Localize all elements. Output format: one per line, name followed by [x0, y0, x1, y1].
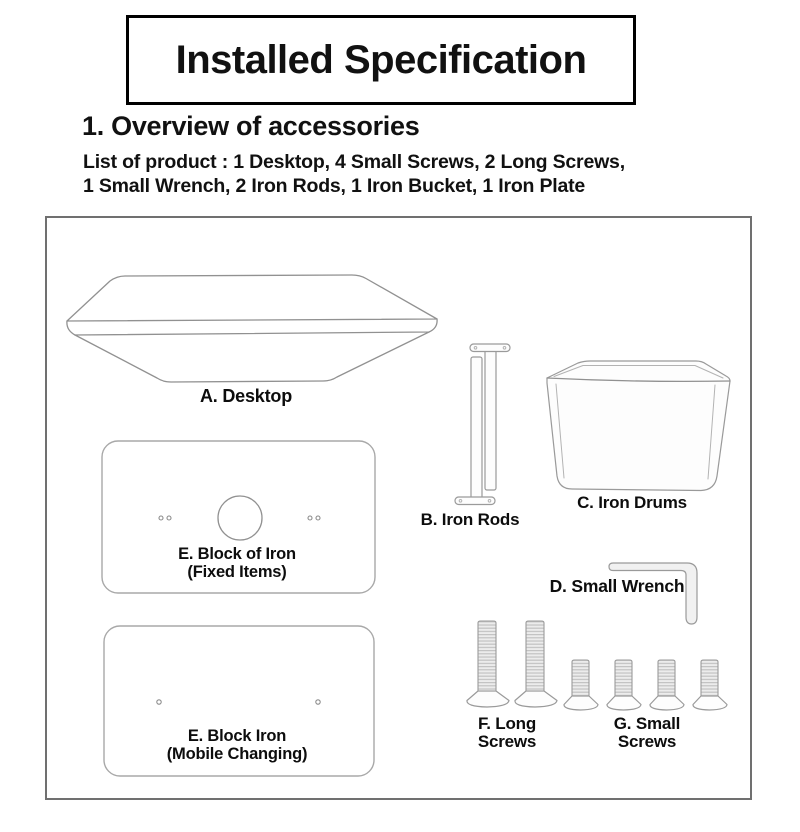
label-block-mobile-line-2: (Mobile Changing) [166, 744, 308, 763]
small-screw-drawing [607, 660, 641, 710]
label-desktop: A. Desktop [199, 386, 293, 406]
desktop-drawing [67, 275, 437, 382]
label-iron-drums: C. Iron Drums [577, 493, 687, 512]
long-screw-drawing [467, 621, 509, 707]
label-block-fixed-line-2: (Fixed Items) [187, 562, 287, 581]
label-block-mobile [137, 728, 337, 763]
page-title: Installed Specification [175, 37, 587, 82]
long-screw-drawing [515, 621, 557, 707]
label-long-screws-line-2: Screws [477, 731, 537, 751]
small-screw-drawing [650, 660, 684, 710]
label-small-wrench: D. Small Wrench [549, 576, 685, 596]
label-long-screws [457, 715, 557, 750]
label-iron-rods: B. Iron Rods [420, 510, 520, 529]
label-block-mobile-line-1: E. Block Iron [187, 727, 287, 745]
label-small-screws-line-1: G. Small [613, 714, 681, 733]
label-small-screws-line-2: Screws [617, 731, 677, 751]
accessories-diagram [45, 216, 752, 800]
label-small-screws [597, 715, 697, 750]
product-list [83, 150, 625, 198]
product-list-line-1: List of product : 1 Desktop, 4 Small Screws, 2 Long Screws, [83, 151, 625, 173]
small-screw-drawing [564, 660, 598, 710]
small-screw-drawing [693, 660, 727, 710]
title-box [126, 15, 636, 105]
iron-drums-drawing [547, 361, 730, 491]
label-long-screws-line-1: F. Long [477, 714, 537, 733]
section-heading: 1. Overview of accessories [82, 111, 420, 141]
product-list-line-2: 1 Small Wrench, 2 Iron Rods, 1 Iron Bucket, 1 Iron Plate [83, 175, 586, 197]
label-block-fixed [137, 546, 337, 581]
iron-rods-drawing [455, 344, 510, 505]
label-block-fixed-line-1: E. Block of Iron [178, 545, 296, 563]
